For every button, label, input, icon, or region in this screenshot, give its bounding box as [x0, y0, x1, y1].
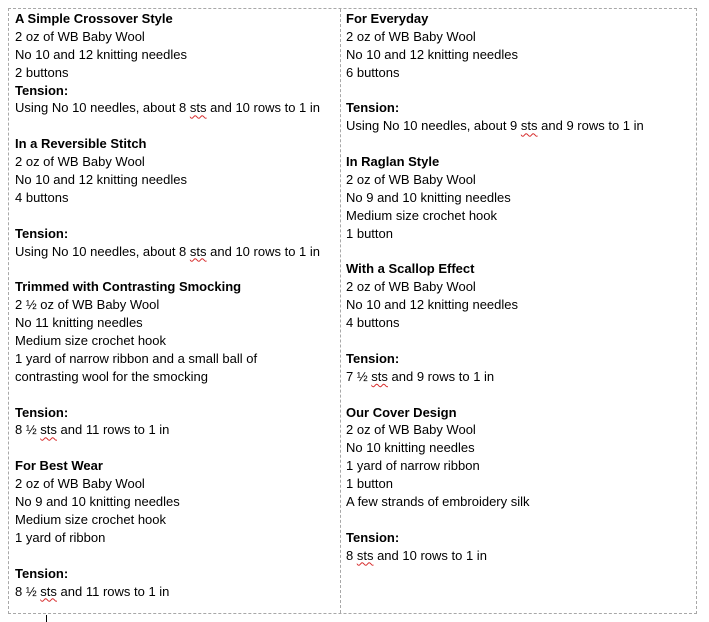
crossover-section: [15, 10, 335, 135]
spellcheck-underline: sts: [40, 422, 57, 438]
tension-label: Tension:: [346, 100, 400, 116]
blank-line: [346, 243, 691, 261]
section-title: Trimmed with Contrasting Smocking: [15, 279, 242, 295]
scallop-section: [346, 260, 691, 403]
buttons-line: 1 button: [346, 476, 393, 492]
needles-line: No 10 and 12 knitting needles: [15, 46, 188, 62]
blank-line: [346, 82, 691, 100]
wool-line: 2 oz of WB Baby Wool: [346, 422, 476, 438]
pattern-table: [8, 8, 697, 614]
best-wear-section: [15, 457, 335, 600]
needles-line: No 10 and 12 knitting needles: [15, 172, 188, 188]
buttons-line: 4 buttons: [15, 189, 69, 205]
buttons-line: 2 buttons: [15, 64, 69, 80]
needles-line: No 10 and 12 knitting needles: [346, 297, 519, 313]
hook-line: Medium size crochet hook: [15, 333, 167, 349]
section-title: For Best Wear: [15, 458, 103, 474]
blank-line: [346, 332, 691, 350]
ribbon-line: 1 yard of narrow ribbon and a small ball of: [15, 350, 258, 366]
wool-line: 2 oz of WB Baby Wool: [15, 154, 145, 170]
section-title: A Simple Crossover Style: [15, 11, 173, 26]
tension-label: Tension:: [346, 350, 400, 366]
blank-line: [15, 547, 335, 565]
reversible-section: [15, 135, 335, 278]
tension-label: Tension:: [15, 82, 69, 98]
tension-label: Tension:: [346, 529, 400, 545]
buttons-line: 4 buttons: [346, 315, 400, 331]
hook-line: Medium size crochet hook: [15, 511, 167, 527]
tension-line: 8 sts and 10 rows to 1 in: [346, 547, 487, 563]
wool-line: 2 ½ oz of WB Baby Wool: [15, 297, 160, 313]
blank-line: [15, 439, 335, 457]
wool-line: 2 oz of WB Baby Wool: [346, 28, 476, 44]
wool-line: 2 oz of WB Baby Wool: [15, 476, 145, 492]
buttons-line: 6 buttons: [346, 64, 400, 80]
cover-design-section: [346, 404, 691, 565]
spellcheck-underline: sts: [520, 118, 538, 134]
buttons-line: 1 button: [346, 225, 393, 241]
needles-line: No 10 knitting needles: [346, 440, 475, 456]
needles-line: No 11 knitting needles: [15, 315, 143, 331]
section-title: In Raglan Style: [346, 154, 440, 170]
tension-label: Tension:: [15, 404, 69, 420]
raglan-section: [346, 153, 691, 260]
spellcheck-underline: sts: [189, 243, 207, 259]
column-divider: [340, 9, 341, 613]
blank-line: [15, 386, 335, 404]
tension-line: Using No 10 needles, about 8 sts and 10 rows to 1 in: [15, 100, 320, 116]
everyday-section: [346, 10, 691, 153]
spellcheck-underline: sts: [356, 547, 374, 563]
blank-line: [346, 386, 691, 404]
blank-line: [346, 135, 691, 153]
tension-line: Using No 10 needles, about 9 sts and 9 rows to 1 in: [346, 118, 644, 134]
ribbon-line: 1 yard of narrow ribbon: [346, 458, 480, 474]
needles-line: No 10 and 12 knitting needles: [346, 46, 519, 62]
spellcheck-underline: sts: [40, 583, 57, 599]
blank-line: [15, 117, 335, 135]
silk-line: A few strands of embroidery silk: [346, 494, 530, 510]
wool-line: 2 oz of WB Baby Wool: [15, 28, 145, 44]
spellcheck-underline: sts: [189, 100, 207, 116]
blank-line: [15, 260, 335, 278]
section-title: With a Scallop Effect: [346, 261, 475, 277]
text-cursor: [46, 615, 47, 622]
section-title: Our Cover Design: [346, 404, 457, 420]
ribbon-line: 1 yard of ribbon: [15, 529, 106, 545]
hook-line: Medium size crochet hook: [346, 207, 498, 223]
section-title: For Everyday: [346, 11, 429, 26]
wool-line: 2 oz of WB Baby Wool: [346, 279, 476, 295]
ribbon-line-continued: contrasting wool for the smocking: [15, 368, 208, 384]
tension-label: Tension:: [15, 565, 69, 581]
wool-line: 2 oz of WB Baby Wool: [346, 172, 476, 188]
right-column[interactable]: [346, 10, 691, 565]
tension-line: 8 ½ sts and 11 rows to 1 in: [15, 583, 170, 599]
tension-line: 7 ½ sts and 9 rows to 1 in: [346, 368, 495, 384]
needles-line: No 9 and 10 knitting needles: [15, 494, 180, 510]
tension-label: Tension:: [15, 225, 69, 241]
smocking-section: [15, 278, 335, 457]
spellcheck-underline: sts: [371, 368, 388, 384]
needles-line: No 9 and 10 knitting needles: [346, 189, 511, 205]
blank-line: [346, 511, 691, 529]
tension-line: 8 ½ sts and 11 rows to 1 in: [15, 422, 170, 438]
blank-line: [15, 207, 335, 225]
section-title: In a Reversible Stitch: [15, 136, 147, 152]
tension-line: Using No 10 needles, about 8 sts and 10 rows to 1 in: [15, 243, 320, 259]
left-column[interactable]: [15, 10, 335, 600]
